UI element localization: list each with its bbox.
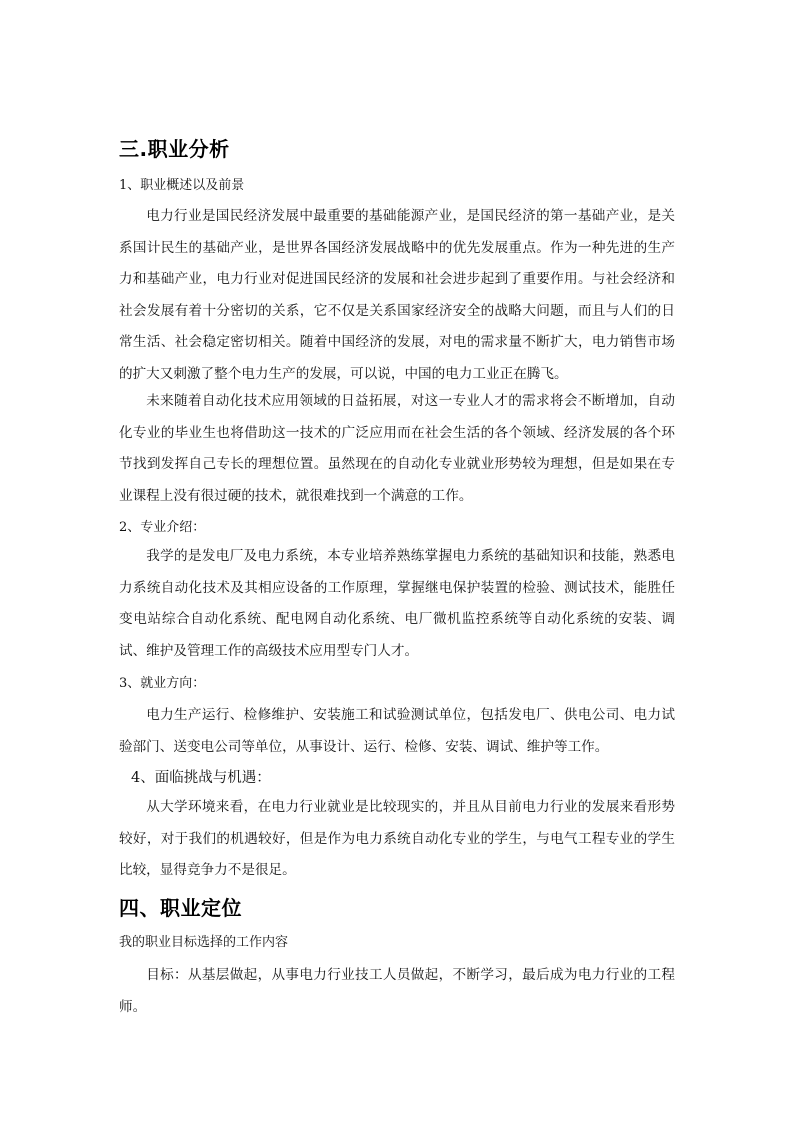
subsection-label-major-intro: 2、专业介绍：	[119, 520, 206, 535]
section-heading-career-positioning: 四、职业定位	[119, 896, 242, 920]
paragraph-employment-direction: 电力生产运行、检修维护、安装施工和试验测试单位，包括发电厂、供电公司、电力试验部门、送变电公司等单位，从事设计、运行、检修、安装、调试、维护等工作。	[119, 707, 675, 755]
paragraph-industry-prospects: 未来随着自动化技术应用领域的日益拓展，对这一专业人才的需求将会不断增加，自动化专业的毕业生也将借助这一技术的广泛应用而在社会生活的各个领域、经济发展的各个环节找到发挥自己专长的理想位置。虽然现在的自动化专业就业形势较为理想，但是如果在专业课程上没有很过硬的技术，就很难找到一个满意的工作。	[119, 393, 675, 504]
subsection-label-overview: 1、职业概述以及前景	[119, 178, 245, 193]
paragraph-major-intro: 我学的是发电厂及电力系统，本专业培养熟练掌握电力系统的基础知识和技能，熟悉电力系统自动化技术及其相应设备的工作原理，掌握继电保护装置的检验、测试技术，能胜任变电站综合自动化系统、配电网自动化系统、电厂微机监控系统等自动化系统的安装、调试、维护及管理工作的高级技术应用型专门人才。	[119, 548, 675, 659]
subsection-label-employment-direction: 3、就业方向：	[119, 676, 206, 691]
subsection-label-challenges: 4、面临挑战与机遇：	[131, 770, 271, 786]
paragraph-industry-overview: 电力行业是国民经济发展中最重要的基础能源产业，是国民经济的第一基础产业，是关系国计民生的基础产业，是世界各国经济发展战略中的优先发展重点。作为一种先进的生产力和基础产业，电力行业对促进国民经济的发展和社会进步起到了重要作用。与社会经济和社会发展有着十分密切的关系，它不仅是关系国家经济安全的战略大问题，而且与人们的日常生活、社会稳定密切相关。随着中国经济的发展，对电的需求量不断扩大，电力销售市场的扩大又刺激了整个电力生产的发展，可以说，中国的电力工业正在腾飞。	[119, 208, 675, 382]
paragraph-career-goal: 目标：从基层做起，从事电力行业技工人员做起，不断学习，最后成为电力行业的工程师。	[119, 967, 675, 1015]
section-heading-career-analysis: 三.职业分析	[119, 137, 230, 161]
positioning-intro: 我的职业目标选择的工作内容	[119, 935, 289, 950]
paragraph-challenges: 从大学环境来看，在电力行业就业是比较现实的，并且从目前电力行业的发展来看形势较好，对于我们的机遇较好，但是作为电力系统自动化专业的学生，与电气工程专业的学生比较，显得竞争力不是很足。	[119, 799, 675, 878]
